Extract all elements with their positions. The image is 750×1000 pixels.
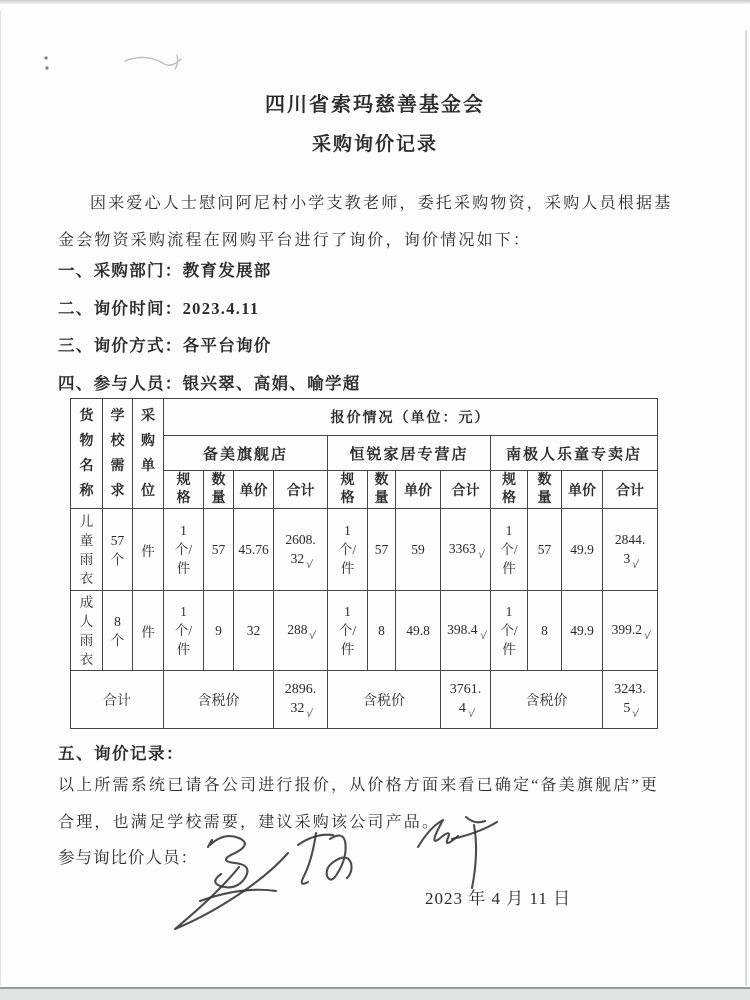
total-label: 合计 (71, 671, 164, 729)
cell-total: 398.4√ (441, 591, 491, 671)
numbered-list (58, 257, 361, 407)
signature-2 (298, 833, 352, 884)
scan-edge-right (745, 30, 747, 986)
section5-line-2: 合理，也满足学校需要，建议采购该公司产品。 (58, 814, 441, 831)
cell-price: 32 (234, 591, 274, 671)
store-grand-total: 2896.32√ (274, 671, 328, 729)
store-grand-total: 3243.5√ (603, 671, 658, 729)
cell-need: 8个 (103, 591, 133, 671)
intro-line-1: 因来爱心人士慰问阿尼村小学支教老师，委托采购物资，采购人员根据基 (90, 195, 673, 212)
item-value: 教育发展部 (182, 261, 272, 280)
item-label: 二、询价时间： (58, 298, 183, 318)
store-grand-total: 3761.4√ (441, 671, 491, 729)
item-value: 2023.4.11 (182, 298, 260, 318)
pencil-smudge (35, 45, 205, 85)
subheader-qty: 数量 (528, 471, 562, 509)
cell-total: 2608.32√ (274, 509, 328, 591)
header-school-need: 学校需求 (103, 399, 133, 509)
cell-qty: 9 (204, 591, 234, 671)
handwritten-check-mark: √ (643, 629, 652, 643)
subheader-price: 单价 (234, 471, 274, 509)
store-name-1: 备美旗舰店 (164, 436, 328, 471)
subheader-total: 合计 (274, 471, 328, 509)
list-item-method (58, 332, 361, 355)
cell-price: 49.9 (562, 509, 603, 591)
subheader-qty: 数量 (204, 471, 234, 509)
handwritten-check-mark: √ (631, 707, 640, 721)
intro-paragraph (58, 185, 694, 259)
cell-spec: 1个/件 (328, 591, 368, 671)
subheader-spec: 规格 (328, 471, 368, 509)
list-item-date (58, 295, 361, 318)
scan-edge-top (0, 0, 750, 4)
handwritten-check-mark: √ (631, 558, 640, 571)
cell-goods: 儿童雨衣 (71, 509, 103, 591)
scan-edge-bottom (0, 987, 750, 1000)
header-goods-name: 货物名称 (71, 399, 103, 509)
cell-total: 288√ (274, 591, 328, 671)
subheader-spec: 规格 (164, 471, 204, 509)
item-label: 一、采购部门： (58, 261, 183, 280)
handwritten-check-mark: √ (478, 629, 487, 643)
signature-3 (418, 817, 497, 888)
item-label: 三、询价方式： (58, 336, 183, 355)
cell-unit: 件 (133, 509, 164, 591)
intro-line-2: 金会物资采购流程在网购平台进行了询价，询价情况如下： (58, 232, 532, 249)
cell-qty: 8 (368, 591, 396, 671)
cell-price: 49.9 (562, 591, 603, 671)
quotation-table (70, 398, 658, 729)
subheader-qty: 数量 (368, 471, 396, 509)
org-title: 四川省索玛慈善基金会 (265, 94, 485, 116)
subheader-spec: 规格 (491, 471, 528, 509)
cell-qty: 57 (204, 509, 234, 591)
item-label: 四、参与人员： (58, 373, 183, 393)
signature-1 (175, 836, 288, 929)
cell-qty: 8 (528, 591, 562, 671)
section5-heading: 五、询价记录： (58, 744, 184, 763)
subheader-total: 合计 (441, 471, 491, 509)
subheader-total: 合计 (603, 471, 658, 509)
participants-label: 参与询比价人员： (58, 848, 198, 867)
tax-price-label: 含税价 (164, 671, 274, 729)
cell-qty: 57 (528, 509, 562, 591)
handwritten-check-mark: √ (308, 629, 317, 643)
handwritten-check-mark: √ (467, 707, 476, 721)
cell-need: 57个 (103, 509, 133, 591)
cell-total: 2844.3√ (603, 509, 658, 591)
section5-line-1: 以上所需系统已请各公司进行报价，从价格方面来看已确定“备美旗舰店”更 (58, 777, 660, 794)
cell-spec: 1个/件 (164, 591, 204, 671)
table-total-row (71, 671, 658, 729)
table-header-row-1 (71, 399, 658, 436)
header-quote-title: 报价情况（单位：元） (164, 399, 658, 436)
cell-price: 49.8 (396, 591, 441, 671)
handwritten-check-mark: √ (305, 558, 314, 571)
doc-title: 采购询价记录 (311, 134, 438, 155)
subheader-price: 单价 (396, 471, 441, 509)
cell-spec: 1个/件 (328, 509, 368, 591)
store-name-3: 南极人乐童专卖店 (491, 436, 658, 471)
store-name-2: 恒锐家居专营店 (328, 436, 491, 471)
document-date: 2023 年 4 月 11 日 (425, 889, 572, 908)
cell-total: 3363√ (441, 509, 491, 591)
tax-price-label: 含税价 (491, 671, 603, 729)
header-purchase-unit: 采购单位 (133, 399, 164, 509)
scan-edge-left (0, 10, 1, 986)
table-row-children-raincoat (71, 509, 658, 591)
cell-price: 45.76 (234, 509, 274, 591)
cell-spec: 1个/件 (164, 509, 204, 591)
item-value: 各平台询价 (182, 336, 272, 355)
cell-unit: 件 (133, 591, 164, 671)
table-row-adult-raincoat (71, 591, 658, 671)
cell-price: 59 (396, 509, 441, 591)
tax-price-label: 含税价 (328, 671, 441, 729)
list-item-participants (58, 370, 361, 393)
item-value: 银兴翠、高娟、喻学超 (182, 373, 361, 393)
cell-qty: 57 (368, 509, 396, 591)
handwritten-signatures (165, 800, 575, 940)
cell-spec: 1个/件 (491, 509, 528, 591)
cell-goods: 成人雨衣 (71, 591, 103, 671)
handwritten-check-mark: √ (477, 548, 486, 562)
subheader-price: 单价 (562, 471, 603, 509)
cell-spec: 1个/件 (491, 591, 528, 671)
handwritten-check-mark: √ (305, 707, 314, 721)
list-item-department (58, 257, 361, 280)
cell-total: 399.2√ (603, 591, 658, 671)
